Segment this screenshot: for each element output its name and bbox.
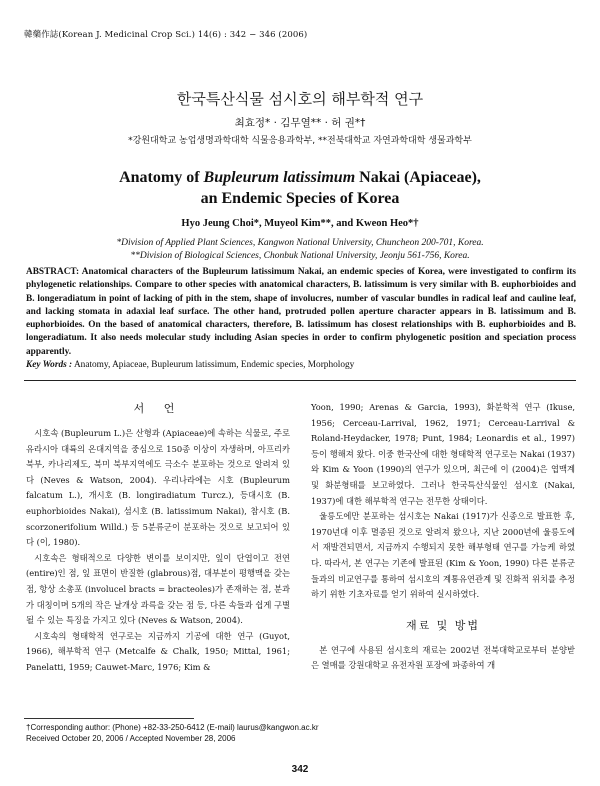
keywords <box>26 360 576 370</box>
keywords-label: Key Words : <box>26 360 73 370</box>
english-title-line2: an Endemic Species of Korea <box>200 190 400 207</box>
english-title <box>0 167 600 209</box>
journal-citation: 韓藥作誌(Korean J. Medicinal Crop Sci.) 14(6) : 342 − 346 (2006) <box>24 30 308 40</box>
english-title-suffix: Nakai (Apiaceae), <box>355 169 481 186</box>
section-heading-methods: 재료 및 방법 <box>405 618 481 632</box>
footnote-divider <box>24 718 194 719</box>
introduction-text <box>26 426 290 676</box>
corresponding-author: †Corresponding author: (Phone) +82-33-250-6412 (E-mail) laurus@kangwon.ac.kr <box>26 723 319 732</box>
methods-text <box>311 643 575 674</box>
paragraph: 시호속은 형태적으로 다양한 변이를 보이지만, 잎이 단엽이고 전연 (entire)인 점, 잎 표면이 반질한 (glabrous)점, 대부분이 평행맥을 갖는 점, 항상 소총포 (involucel bracts = bracteoles)가 존재하는 점, 분과가 대칭이며 5개의 작은 날개상 과륵을 갖는 점 등, 다른 속들과 쉽게 구별될 수 있는 특징을 가지고 있다 (Neves & Watson, 2004). <box>26 552 290 626</box>
paragraph: 본 연구에 사용된 섬시호의 재료는 2002년 전북대학교로부터 분양받은 열매를 강원대학교 유전자원 포장에 파종하여 개 <box>311 644 575 671</box>
page-number: 342 <box>291 764 309 775</box>
korean-title: 한국특산식물 섬시호의 해부학적 연구 <box>176 90 424 108</box>
left-column <box>26 400 290 676</box>
introduction-continued <box>311 400 575 603</box>
korean-authors: 최효정* · 김무열** · 허 권*† <box>234 117 366 129</box>
affiliation-line: *Division of Applied Plant Sciences, Kangwon National University, Chuncheon 200-701, Korea. <box>116 238 484 248</box>
received-dates: Received October 20, 2006 / Accepted November 28, 2006 <box>26 734 236 743</box>
section-heading-introduction: 서 언 <box>133 402 183 415</box>
keywords-list: Anatomy, Apiaceae, Bupleurum latissimum, Endemic species, Morphology <box>73 360 355 370</box>
korean-affiliations: *강원대학교 농업생명과학대학 식물응용과학부, **전북대학교 자연과학대학 생물과학부 <box>128 136 472 146</box>
english-title-species: Bupleurum latissimum <box>203 169 356 186</box>
english-title-prefix: Anatomy of <box>119 169 204 186</box>
abstract: ABSTRACT: Anatomical characters of the Bupleurum latissimum Nakai, an endemic species of Korea, were investigated to confirm its phylogenetic relationships. Compare to other species with anatomical characters, B. latissimum is very similar with B. euphorbioides and B. longeradiatum in point of lacking of pith in the stem, shape of involucres, number of vascular bundles in radical leaf and cauline leaf, and lacking stomata in adaxial leaf surface. The other hand, protruded pollen aperture character appears in B. latissimum and B. euphorbioides. On the based of anatomical characters, therefore, B. latissimum has closest relationships with B. euphorbioides and B. longeradiatum. It also needs molecular study including Asian species in order to confirm phylogenetic position and speciation process apparently. <box>26 267 576 357</box>
english-affiliations <box>0 237 600 263</box>
affiliation-line: **Division of Biological Sciences, Chonbuk National University, Jeonju 561-756, Korea. <box>130 251 470 261</box>
english-authors: Hyo Jeung Choi*, Muyeol Kim**, and Kweon Heo*† <box>181 218 419 229</box>
paragraph: 울릉도에만 분포하는 섬시호는 Nakai (1917)가 신종으로 발표한 후, 1970년대 이후 멸종된 것으로 알려져 왔으나, 지난 2000년에 울릉도에서 재발견되면서, 지금까지 수행되지 못한 해부형태 연구를 가능케 하였다. 따라서, 본 연구는 기존에 발표된 (Kim & Yoon, 1990) 다른 분류군들과의 비교연구를 통하여 섬시호의 계통유연관계 및 진화적 위치를 추정하기 위한 기초자료를 얻기 위하여 실시하였다. <box>311 511 575 600</box>
paragraph: 시호속의 형태학적 연구로는 지금까지 기공에 대한 연구 (Guyot, 1966), 해부학적 연구 (Metcalfe & Chalk, 1950; Mittal, 1961; Panelatti, 1959; Cauwet-Marc, 1976; Kim & <box>26 630 290 672</box>
footnote <box>26 722 319 744</box>
abstract-divider <box>24 380 576 381</box>
paragraph: Yoon, 1990; Arenas & Garcia, 1993), 화분학적 연구 (Ikuse, 1956; Cerceau-Larrival, 1962, 1971; Cerceau-Larrival & Roland-Heydacker, 1978; Punt, 1984; Leonardis et al., 1997) 등이 행해져 왔다. 이중 한국산에 대한 형태학적 연구로는 Nakai (1937)와 Kim & Yoon (1990)의 연구가 있으며, 최근에 이 (2004)은 엽맥계 및 화분형태를 보고하였다. 그러나 한국특산식물인 섬시호 (Nakai, 1937)에 대한 해부학적 연구는 전무한 상태이다. <box>311 402 575 506</box>
paragraph: 시호속 (Bupleurum L.)은 산형과 (Apiaceae)에 속하는 식물로, 주로 유라시아 대륙의 온대지역을 중심으로 150종 이상이 자생하며, 아프리카 북부, 카나리제도, 북미 북부지역에도 극소수 분포하는 것으로 알려져 있다 (Neves & Watson, 2004). 우리나라에는 시호 (Bupleurum falcatum L.), 개시호 (B. longiradiatum Turcz.), 등대시호 (B. euphorbioides Nakai), 섬시호 (B. latissimum Nakai), 참시호 (B. scorzonerifolium Willd.) 등 5분류군이 분포하는 것으로 보고되어 있다 (이, 1980). <box>26 428 290 548</box>
right-column <box>311 400 575 674</box>
